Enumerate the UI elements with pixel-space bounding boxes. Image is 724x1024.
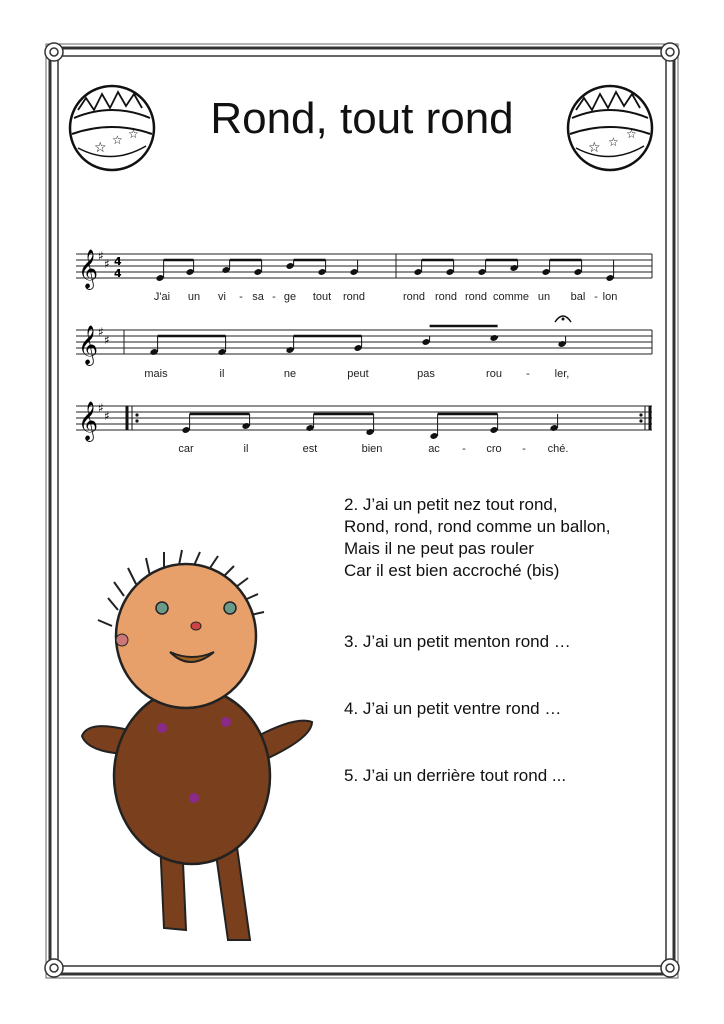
lyric-syllable: ge bbox=[283, 291, 297, 303]
staff-line-3 bbox=[76, 401, 652, 442]
lyric-syllable: ac bbox=[428, 443, 440, 455]
lyric-syllable: tout bbox=[312, 291, 332, 303]
repeat-dot bbox=[135, 413, 138, 416]
fermata-dot bbox=[562, 318, 565, 321]
song-title: Rond, tout rond bbox=[210, 94, 514, 143]
verse-3: 3. J’ai un petit menton rond … bbox=[344, 632, 571, 651]
lyric-syllable: est bbox=[302, 443, 318, 455]
treble-clef-icon: 𝄞 bbox=[78, 325, 99, 365]
sharp-icon: ♯ bbox=[104, 333, 110, 347]
verse-2-line: Mais il ne peut pas rouler bbox=[344, 539, 534, 558]
repeat-dot bbox=[639, 419, 642, 422]
lyric-syllable: vi bbox=[218, 291, 226, 303]
lyric-syllable: car bbox=[178, 443, 194, 455]
repeat-dot bbox=[639, 413, 642, 416]
staff-line-1 bbox=[76, 249, 652, 290]
lyric-syllable: J'ai bbox=[153, 291, 171, 303]
corner-ornament-bottom-left bbox=[45, 959, 63, 977]
lyric-syllable: lon bbox=[602, 291, 618, 303]
verse-2-line: 2. J’ai un petit nez tout rond, bbox=[344, 495, 558, 514]
svg-text:☆: ☆ bbox=[128, 127, 139, 141]
lyric-syllable: rond bbox=[434, 291, 458, 303]
lyric-syllable: - bbox=[272, 291, 276, 303]
verse-5: 5. J’ai un derrière tout rond ... bbox=[344, 766, 567, 785]
lyric-syllable: il bbox=[243, 443, 249, 455]
verse-2-line: Car il est bien accroché (bis) bbox=[344, 561, 560, 580]
lyric-syllable: ler, bbox=[554, 368, 570, 380]
lyric-syllable: ne bbox=[283, 368, 297, 380]
svg-text:☆: ☆ bbox=[112, 133, 123, 147]
verse-4: 4. J’ai un petit ventre rond … bbox=[344, 699, 562, 718]
verse-2 bbox=[344, 494, 674, 582]
lyric-syllable: - bbox=[594, 291, 598, 303]
lyric-syllable: cro bbox=[486, 443, 502, 455]
staff-line-2 bbox=[76, 316, 652, 366]
repeat-dot bbox=[135, 419, 138, 422]
svg-text:☆: ☆ bbox=[94, 140, 107, 156]
lyric-syllable: rou bbox=[486, 368, 502, 380]
lyric-syllable: - bbox=[526, 368, 530, 380]
svg-text:☆: ☆ bbox=[626, 127, 637, 141]
lyric-syllable: comme bbox=[492, 291, 530, 303]
time-signature-top: 4 bbox=[114, 255, 122, 268]
lyric-syllable: rond bbox=[402, 291, 426, 303]
lyric-syllable: mais bbox=[144, 368, 168, 380]
lyric-syllable: peut bbox=[347, 368, 369, 380]
sharp-icon: ♯ bbox=[104, 257, 110, 271]
svg-text:☆: ☆ bbox=[588, 140, 601, 156]
sharp-icon: ♯ bbox=[104, 409, 110, 423]
verse-2-line: Rond, rond, rond comme un ballon, bbox=[344, 517, 611, 536]
lyric-syllable: un bbox=[537, 291, 551, 303]
time-signature-bottom: 4 bbox=[114, 267, 122, 280]
lyric-syllable: rond bbox=[342, 291, 366, 303]
corner-ornament-bottom-right bbox=[661, 959, 679, 977]
lyric-syllable: pas bbox=[417, 368, 435, 380]
lyric-syllable: - bbox=[522, 443, 526, 455]
lyric-syllable: - bbox=[239, 291, 243, 303]
lyric-syllable: rond bbox=[464, 291, 488, 303]
svg-text:☆: ☆ bbox=[608, 135, 619, 149]
music-score bbox=[0, 0, 724, 470]
sharp-icon: ♯ bbox=[98, 325, 104, 339]
lyric-syllable: bien bbox=[361, 443, 383, 455]
lyric-syllable: - bbox=[462, 443, 466, 455]
sharp-icon: ♯ bbox=[98, 249, 104, 263]
lyric-syllable: il bbox=[219, 368, 225, 380]
treble-clef-icon: 𝄞 bbox=[78, 401, 99, 441]
sharp-icon: ♯ bbox=[98, 401, 104, 415]
lyric-syllable: bal bbox=[570, 291, 586, 303]
round-character-drawing bbox=[68, 540, 330, 952]
treble-clef-icon: 𝄞 bbox=[78, 249, 99, 289]
lyric-syllable: ché. bbox=[547, 443, 569, 455]
lyric-syllable: sa bbox=[252, 291, 264, 303]
lyric-syllable: un bbox=[187, 291, 201, 303]
